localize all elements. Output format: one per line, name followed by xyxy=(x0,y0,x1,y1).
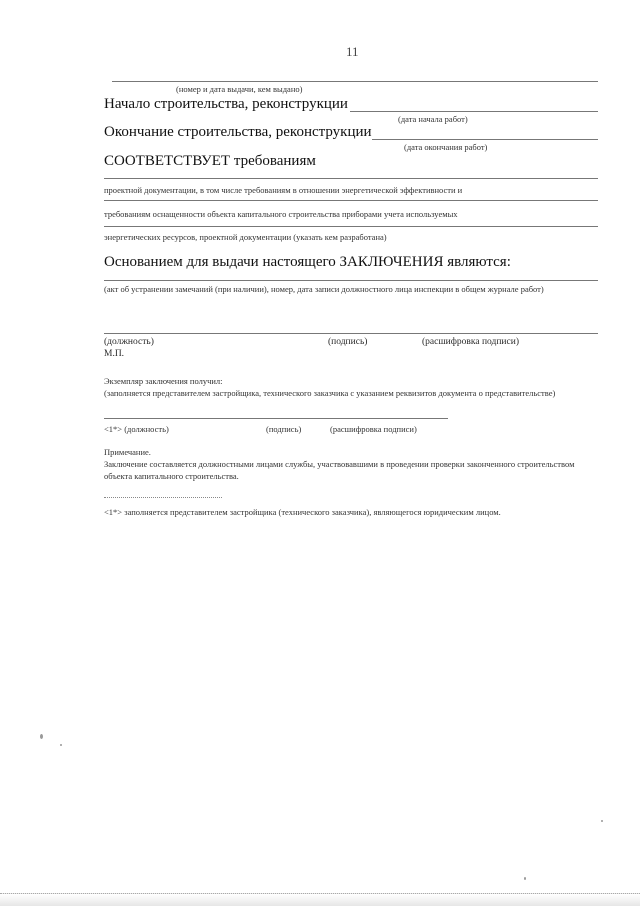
requirements-text-1: проектной документации, в том числе требованиям в отношении энергетической эффективности и xyxy=(104,185,463,195)
scan-speck xyxy=(60,744,62,746)
requirements-line-3 xyxy=(104,226,598,227)
note-title: Примечание. xyxy=(104,447,151,457)
inspector-position-caption: (должность) xyxy=(104,337,154,347)
footnote-separator xyxy=(104,497,222,498)
representative-signature-line xyxy=(104,418,448,419)
scan-speck xyxy=(601,820,603,822)
start-caption: (дата начала работ) xyxy=(398,114,468,124)
complies-caps: СООТВЕТСТВУЕТ xyxy=(104,153,231,169)
copy-fill-note: (заполняется представителем застройщика, технического заказчика с указанием реквизитов документа о представительстве) xyxy=(104,388,556,398)
start-date-line xyxy=(350,111,598,112)
complies-heading xyxy=(104,153,316,170)
basis-prefix: Основанием для выдачи настоящего xyxy=(104,254,340,270)
basis-line xyxy=(104,280,598,281)
inspector-decoding-caption: (расшифровка подписи) xyxy=(422,337,519,347)
complies-rest: требованиям xyxy=(230,153,316,169)
inspector-signature-line xyxy=(104,333,598,334)
inspector-signature-caption: (подпись) xyxy=(328,337,368,347)
stamp-mp: М.П. xyxy=(104,349,125,359)
requirements-line-1 xyxy=(104,178,598,179)
page-number: 11 xyxy=(346,44,359,59)
requirements-text-3: энергетических ресурсов, проектной документации (указать кем разработана) xyxy=(104,232,387,242)
basis-suffix: являются: xyxy=(443,254,511,270)
issued-by-line xyxy=(112,81,598,82)
requirements-line-2 xyxy=(104,200,598,201)
basis-caps: ЗАКЛЮЧЕНИЯ xyxy=(339,254,444,270)
end-date-line xyxy=(372,139,598,140)
copy-received-label: Экземпляр заключения получил: xyxy=(104,376,223,386)
scan-speck xyxy=(40,734,43,739)
end-caption: (дата окончания работ) xyxy=(404,142,488,152)
representative-signature-caption: (подпись) xyxy=(266,424,302,434)
basis-caption: (акт об устранении замечаний (при наличии), номер, дата записи должностного лица инспекции в общем журнале работ) xyxy=(104,284,544,294)
representative-position-caption: <1*> (должность) xyxy=(104,424,169,434)
note-text: Заключение составляется должностными лицами службы, участвовавшими в проведении проверки законченного строительством объекта капитального строительства. xyxy=(104,459,575,481)
basis-heading xyxy=(104,254,511,271)
footnote-text: <1*> заполняется представителем застройщика (технического заказчика), являющегося юридическим лицом. xyxy=(104,507,501,517)
representative-decoding-caption: (расшифровка подписи) xyxy=(330,424,417,434)
end-label: Окончание строительства, реконструкции xyxy=(104,124,372,140)
start-label: Начало строительства, реконструкции xyxy=(104,96,348,112)
scan-speck xyxy=(524,877,526,880)
requirements-text-2: требованиям оснащенности объекта капитального строительства приборами учета используемых xyxy=(104,209,458,219)
issued-by-caption: (номер и дата выдачи, кем выдано) xyxy=(176,84,303,94)
scan-bottom-edge xyxy=(0,893,640,906)
